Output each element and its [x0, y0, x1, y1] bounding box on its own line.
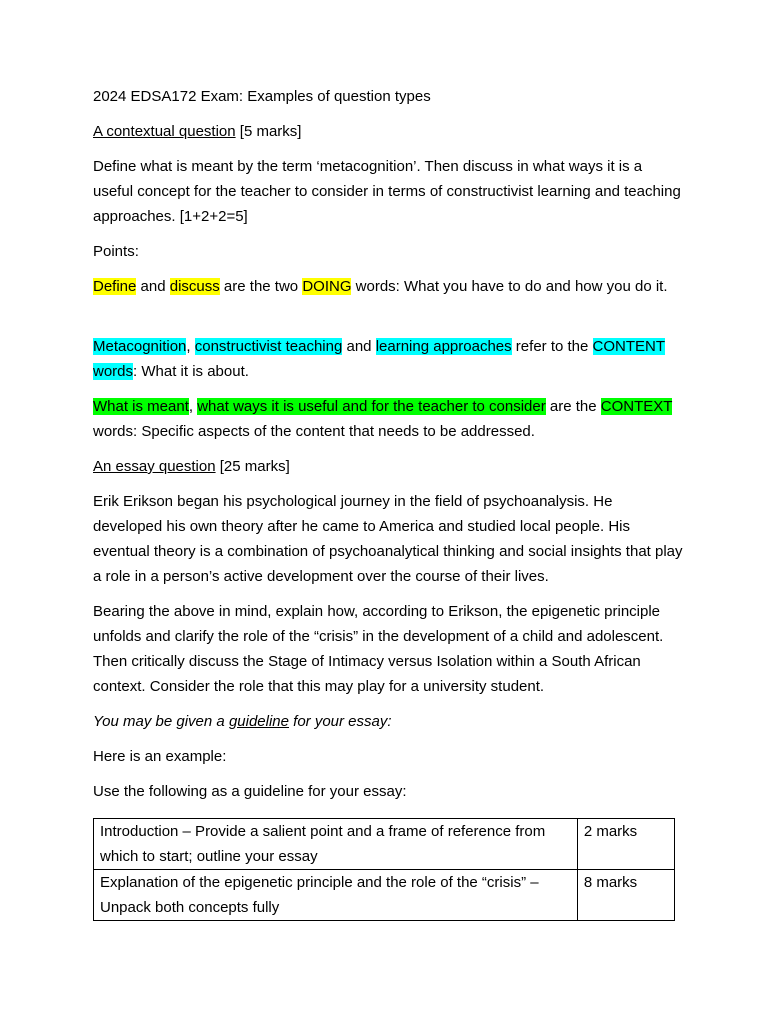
context-text-1: ,	[188, 398, 198, 415]
content-text-3: refer to the	[511, 338, 593, 355]
table-row	[94, 819, 675, 870]
doing-text-1: and	[136, 278, 170, 295]
content-text-2: and	[342, 338, 376, 355]
table-cell-marks: 2 marks	[577, 819, 674, 870]
contextual-question-text: Define what is meant by the term ‘metacognition’. Then discuss in what ways it is a useful concept for the teacher to consider in terms of constructivist learning and teaching approaches. [1+2+2=5]	[93, 158, 681, 225]
table-cell-marks: 8 marks	[577, 870, 674, 921]
points-label: Points:	[93, 243, 139, 260]
highlight-learning-approaches: learning approaches	[375, 338, 512, 355]
content-text-4: : What it is about.	[133, 363, 249, 380]
highlight-constructivist-teaching: constructivist teaching	[194, 338, 343, 355]
context-text-2: are the	[545, 398, 601, 415]
highlight-what-is-meant: What is meant	[93, 398, 189, 415]
highlight-doing: DOING	[302, 278, 352, 295]
content-text-1: ,	[186, 338, 195, 355]
essay-paragraph-2: Bearing the above in mind, explain how, according to Erikson, the epigenetic principle unfolds and clarify the role of the “crisis” in the development of a child and adolescent. Then critically discuss the Stage of Intimacy versus Isolation within a South African context. Consider the role that this may play for a university student.	[93, 603, 664, 695]
essay-heading-text: An essay question	[93, 458, 216, 475]
table-cell-description: Introduction – Provide a salient point and a frame of reference from which to start; outline your essay	[94, 819, 578, 870]
contextual-question-heading	[93, 119, 683, 144]
example-label: Here is an example:	[93, 748, 227, 765]
highlight-what-ways: what ways it is useful and for the teacher to consider	[197, 398, 546, 415]
highlight-context: CONTEXT	[600, 398, 673, 415]
doing-text-3: words: What you have to do and how you do it.	[351, 278, 668, 295]
guideline-pre: You may be given a	[93, 713, 229, 730]
highlight-define: Define	[93, 278, 137, 295]
highlight-discuss: discuss	[169, 278, 220, 295]
use-following-label: Use the following as a guideline for your essay:	[93, 783, 407, 800]
table-row	[94, 870, 675, 921]
doing-text-2: are the two	[219, 278, 303, 295]
contextual-marks: [5 marks]	[235, 123, 302, 140]
doing-words-paragraph	[93, 274, 683, 299]
guideline-post: for your essay:	[289, 713, 392, 730]
essay-marks: [25 marks]	[215, 458, 290, 475]
guideline-table	[93, 818, 675, 921]
context-text-3: words: Specific aspects of the content that needs to be addressed.	[93, 423, 535, 440]
essay-question-heading	[93, 454, 683, 479]
table-cell-description: Explanation of the epigenetic principle and the role of the “crisis” – Unpack both concepts fully	[94, 870, 578, 921]
highlight-content-words: CONTENT words	[93, 338, 666, 380]
contextual-heading-text: A contextual question	[93, 123, 236, 140]
content-words-paragraph	[93, 334, 683, 384]
guideline-note	[93, 709, 683, 734]
document-title: 2024 EDSA172 Exam: Examples of question types	[93, 88, 431, 105]
essay-paragraph-1: Erik Erikson began his psychological journey in the field of psychoanalysis. He developed his own theory after he came to America and studied local people. His eventual theory is a combination of psychoanalytical thinking and social insights that play a role in a person’s active development over the course of their lives.	[93, 493, 683, 585]
guideline-word: guideline	[228, 713, 289, 730]
highlight-metacognition: Metacognition	[93, 338, 187, 355]
context-words-paragraph	[93, 394, 683, 444]
